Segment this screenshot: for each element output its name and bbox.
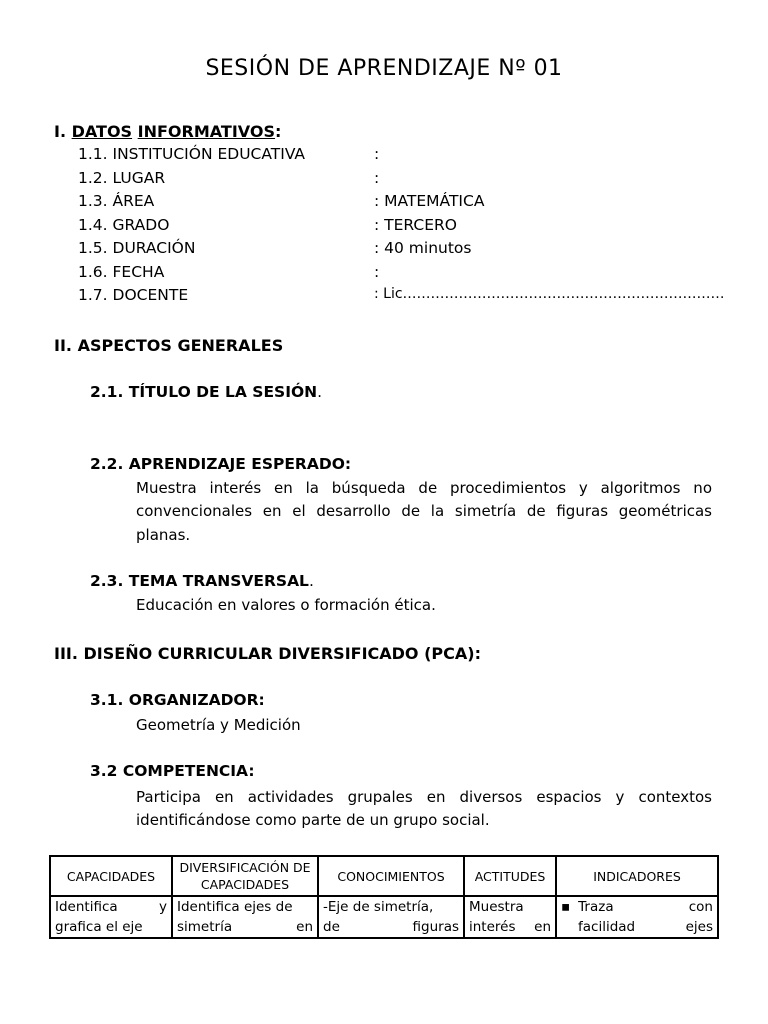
subsection-3-1-heading: 3.1. ORGANIZADOR:: [90, 691, 265, 709]
table-header-cell: CONOCIMIENTOS: [318, 856, 464, 896]
info-value: : 40 minutos: [374, 239, 472, 257]
table-header-cell: CAPACIDADES: [50, 856, 172, 896]
table-cell-capacidades: [50, 896, 172, 938]
table-header-cell: INDICADORES: [556, 856, 718, 896]
competencia-line-1: Participa en actividades grupales en diversos espacios y contextos: [136, 788, 712, 806]
table-cell-conocimientos: [318, 896, 464, 938]
cell-line: Muestra: [469, 899, 524, 915]
info-label: 1.2. LUGAR: [78, 169, 166, 187]
cell-line: Identifica y: [55, 899, 167, 915]
cell-line: facilidad ejes: [578, 919, 713, 935]
tema-transversal-text: Educación en valores o formación ética.: [136, 596, 436, 614]
section-2-title: ASPECTOS GENERALES: [77, 336, 284, 355]
info-value: : MATEMÁTICA: [374, 192, 485, 210]
capacidades-table: [49, 855, 719, 939]
subsection-2-1-number: 2.1: [90, 383, 118, 401]
info-value: :: [374, 169, 380, 187]
table-cell-diversificacion: [172, 896, 318, 938]
subsection-2-3-heading: 2.3. TEMA TRANSVERSAL.: [90, 572, 314, 590]
info-label: 1.4. GRADO: [78, 216, 170, 234]
subsection-2-2-number: 2.2: [90, 455, 118, 473]
cell-line: -Eje de simetría,: [323, 899, 434, 915]
info-value: :: [374, 145, 380, 163]
organizador-text: Geometría y Medición: [136, 716, 301, 734]
subsection-2-2-title: APRENDIZAJE ESPERADO: [128, 455, 345, 473]
cell-line: de figuras: [323, 919, 459, 935]
section-3-heading: III. DISEÑO CURRICULAR DIVERSIFICADO (PCA):: [54, 644, 481, 663]
competencia-line-2: identificándose como parte de un grupo social.: [136, 811, 490, 829]
subsection-2-3-number: 2.3: [90, 572, 118, 590]
subsection-3-1-title: ORGANIZADOR:: [128, 691, 265, 709]
subsection-3-2-heading: 3.2 COMPETENCIA:: [90, 762, 255, 780]
subsection-2-1-heading: 2.1. TÍTULO DE LA SESIÓN.: [90, 383, 323, 401]
table-header-cell: ACTITUDES: [464, 856, 556, 896]
page-title: SESIÓN DE APRENDIZAJE Nº 01: [205, 56, 563, 81]
subsection-2-2-heading: 2.2. APRENDIZAJE ESPERADO:: [90, 455, 352, 473]
info-label: 1.3. ÁREA: [78, 192, 155, 210]
section-2-number: II: [54, 336, 66, 355]
info-value: : Lic……………………………………………………………: [374, 286, 725, 302]
bullet-icon: ▪: [561, 899, 571, 915]
section-1-word1: DATOS: [71, 122, 133, 141]
info-label: 1.7. DOCENTE: [78, 286, 189, 304]
section-1-word2: INFORMATIVOS: [137, 122, 276, 141]
cell-line: Identifica ejes de: [177, 899, 293, 915]
table-header-cell: DIVERSIFICACIÓN DE CAPACIDADES: [172, 856, 318, 896]
section-2-heading: II. ASPECTOS GENERALES: [54, 336, 284, 355]
table-cell-actitudes: [464, 896, 556, 938]
section-3-title: DISEÑO CURRICULAR DIVERSIFICADO (PCA):: [83, 644, 481, 663]
info-value: :: [374, 263, 380, 281]
cell-line: grafica el eje: [55, 919, 143, 935]
info-value: : TERCERO: [374, 216, 457, 234]
subsection-2-1-title: TÍTULO DE LA SESIÓN: [128, 383, 318, 401]
section-1-number: I: [54, 122, 60, 141]
section-1-heading: I. DATOS INFORMATIVOS:: [54, 122, 282, 141]
table-row: [50, 896, 718, 938]
subsection-2-3-title: TEMA TRANSVERSAL: [128, 572, 309, 590]
info-label: 1.5. DURACIÓN: [78, 239, 196, 257]
table-cell-indicadores: [556, 896, 718, 938]
aprendizaje-line-1: Muestra interés en la búsqueda de procedimientos y algoritmos no: [136, 479, 712, 497]
info-label: 1.6. FECHA: [78, 263, 165, 281]
section-3-number: III: [54, 644, 72, 663]
table-header-row: [50, 856, 718, 896]
cell-text: Traza con: [578, 899, 713, 915]
cell-line: interés en: [469, 919, 551, 935]
cell-line: simetría en: [177, 919, 313, 935]
aprendizaje-line-3: planas.: [136, 526, 191, 544]
info-label: 1.1. INSTITUCIÓN EDUCATIVA: [78, 145, 306, 163]
cell-line: [561, 897, 713, 917]
aprendizaje-line-2: convencionales en el desarrollo de la simetría de figuras geométricas: [136, 502, 712, 520]
subsection-3-1-number: 3.1: [90, 691, 118, 709]
